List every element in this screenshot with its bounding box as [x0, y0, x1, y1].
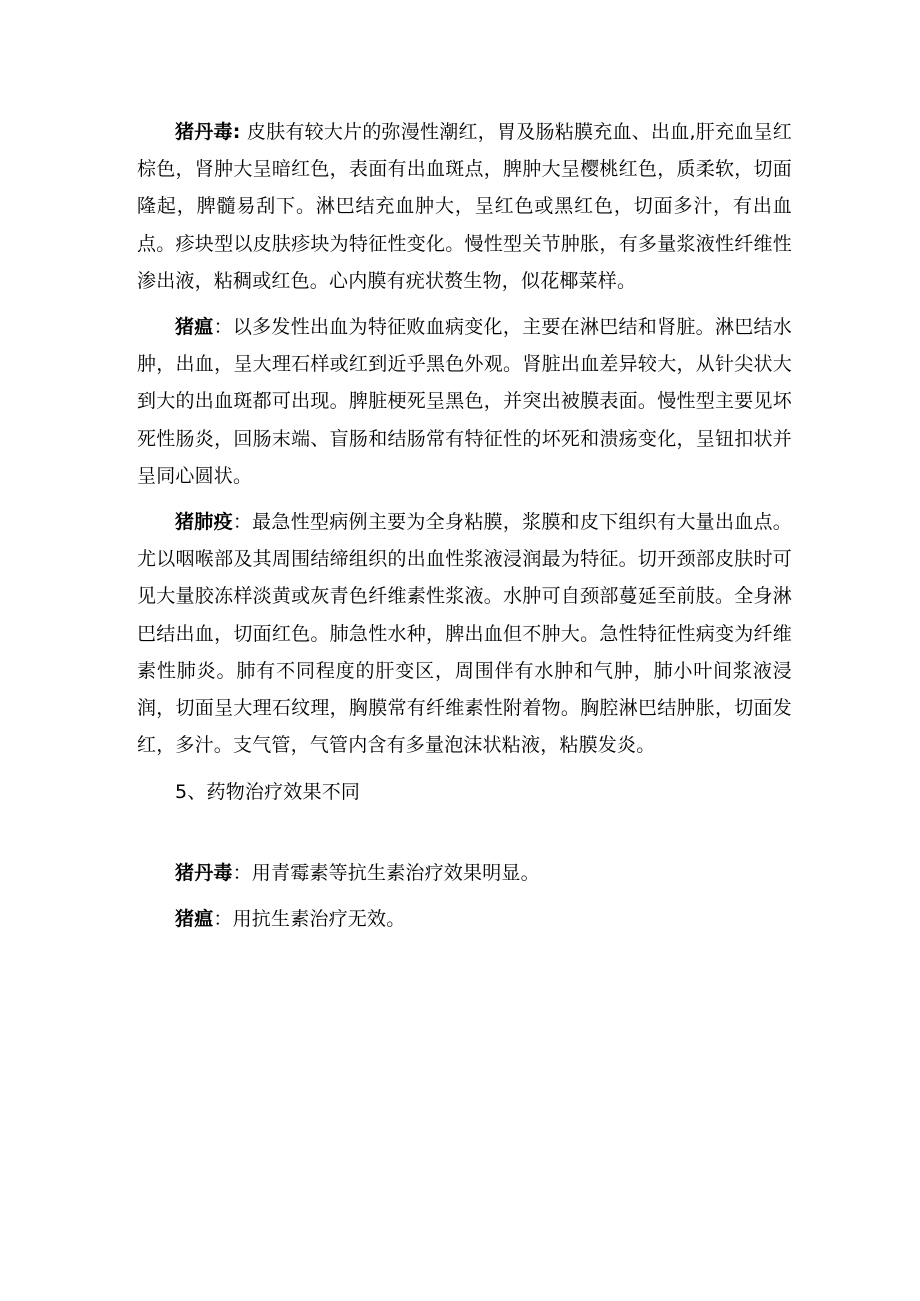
term-swine-fever: 猪瘟: [175, 316, 214, 339]
term-swine-erysipelas: 猪丹毒: [175, 862, 233, 885]
paragraph-text: ：最急性型病例主要为全身粘膜，浆膜和皮下组织有大量出血点。尤以咽喉部及其周围结缔组织的出血性浆液浸润最为特征。切开颈部皮肤时可见大量胶冻样淡黄或灰青色纤维素性浆液。水肿可自颈部蔓延至前肢。全身淋巴结出血，切面红色。肺急性水种，脾出血但不肿大。急性特征性病变为纤维素性肺炎。肺有不同程度的肝变区，周围伴有水肿和气肿，肺小叶间浆液浸润，切面呈大理石纹理，胸膜常有纤维素性附着物。胸腔淋巴结肿胀，切面发红，多汁。支气管，气管内含有多量泡沫状粘液，粘膜发炎。: [137, 511, 792, 757]
term-swine-pasteurellosis: 猪肺疫: [175, 511, 233, 534]
section-heading: 5、药物治疗效果不同: [175, 781, 361, 804]
term-swine-erysipelas: 猪丹毒:: [175, 121, 241, 143]
paragraph-text: ：以多发性出血为特征败血病变化，主要在淋巴结和肾脏。淋巴结水肿，出血，呈大理石样或红到近乎黑色外观。肾脏出血差异较大，从针尖状大到大的出血斑都可出现。脾脏梗死呈黑色，并突出被膜表面。慢性型主要见坏死性肠炎，回肠末端、盲肠和结肠常有特征性的坏死和溃疡变化，呈钮扣状并呈同心圆状。: [137, 316, 792, 487]
paragraph-swine-erysipelas-lesions: [137, 114, 792, 300]
paragraph-swine-pasteurellosis-lesions: [137, 504, 792, 764]
paragraph-text: 皮肤有较大片的弥漫性潮红，胃及肠粘膜充血、出血,肝充血呈红棕色，肾肿大呈暗红色，表面有出血斑点，脾肿大呈樱桃红色，质柔软，切面隆起，脾髓易刮下。淋巴结充血肿大，呈红色或黑红色，切面多汁，有出血点。疹块型以皮肤疹块为特征性变化。慢性型关节肿胀，有多量浆液性纤维性渗出液，粘稠或红色。心内膜有疣状赘生物，似花椰菜样。: [137, 121, 792, 292]
paragraph-text: ：用青霉素等抗生素治疗效果明显。: [232, 862, 540, 885]
paragraph-swine-fever-treatment: [137, 901, 792, 938]
paragraph-swine-fever-lesions: [137, 309, 792, 495]
term-swine-fever: 猪瘟: [175, 907, 214, 930]
paragraph-text: ：用抗生素治疗无效。: [213, 907, 406, 930]
paragraph-swine-erysipelas-treatment: [137, 855, 792, 892]
document-body: [137, 114, 792, 946]
